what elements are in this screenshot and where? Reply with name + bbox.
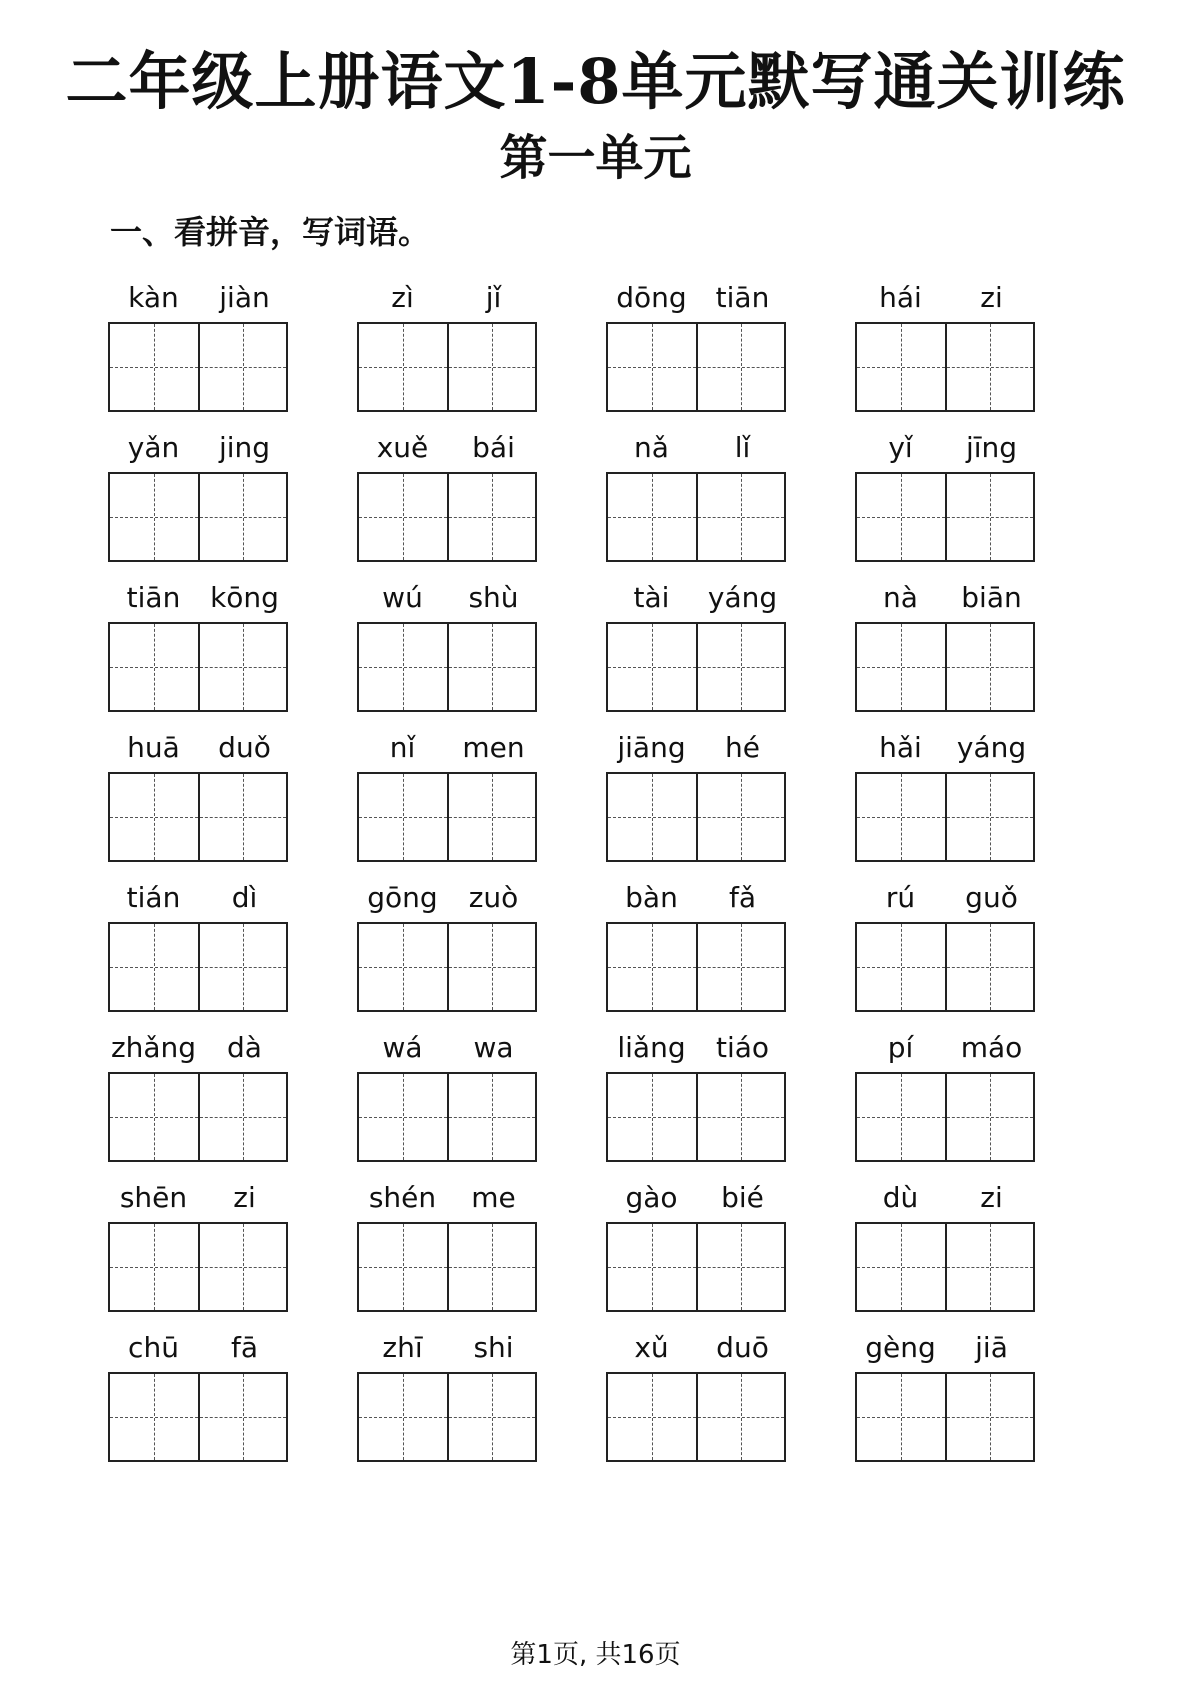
writing-cell[interactable] — [447, 1074, 535, 1160]
word-item — [108, 1028, 290, 1168]
pinyin-syllable: guǒ — [965, 881, 1018, 914]
writing-cell[interactable] — [608, 1224, 696, 1310]
writing-cell[interactable] — [198, 1374, 286, 1460]
pinyin-syllable: nǎ — [634, 431, 669, 464]
pinyin-syllable: dà — [227, 1031, 262, 1064]
pinyin-syllable: dōng — [616, 281, 687, 314]
writing-cell[interactable] — [110, 1374, 198, 1460]
pinyin-syllable: wa — [473, 1031, 514, 1064]
tianzige-boxes — [357, 922, 537, 1012]
pinyin-line — [108, 1028, 290, 1068]
writing-cell[interactable] — [945, 924, 1033, 1010]
writing-cell[interactable] — [608, 1074, 696, 1160]
word-item — [606, 428, 788, 568]
writing-cell[interactable] — [447, 774, 535, 860]
tianzige-boxes — [108, 922, 288, 1012]
writing-cell[interactable] — [857, 924, 945, 1010]
word-item — [108, 878, 290, 1018]
word-item — [108, 728, 290, 868]
word-item — [606, 278, 788, 418]
pinyin-syllable: shù — [468, 581, 519, 614]
pinyin-line — [357, 1028, 539, 1068]
pinyin-syllable: zuò — [468, 881, 519, 914]
tianzige-boxes — [855, 772, 1035, 862]
pinyin-line — [606, 428, 788, 468]
writing-cell[interactable] — [359, 924, 447, 1010]
writing-cell[interactable] — [447, 924, 535, 1010]
writing-cell[interactable] — [198, 624, 286, 710]
writing-cell[interactable] — [198, 1074, 286, 1160]
word-item — [606, 1328, 788, 1468]
pinyin-line — [108, 428, 290, 468]
pinyin-line — [855, 1028, 1037, 1068]
pinyin-syllable: jiā — [975, 1331, 1008, 1364]
tianzige-boxes — [855, 472, 1035, 562]
writing-cell[interactable] — [359, 324, 447, 410]
writing-cell[interactable] — [857, 1224, 945, 1310]
pinyin-syllable: men — [462, 731, 525, 764]
pinyin-syllable: biān — [961, 581, 1022, 614]
pinyin-line — [357, 1178, 539, 1218]
pinyin-syllable: shi — [473, 1331, 514, 1364]
page-title: 二年级上册语文1-8单元默写通关训练 — [65, 45, 1126, 118]
pinyin-syllable: yáng — [707, 581, 778, 614]
pinyin-syllable: zhǎng — [110, 1031, 197, 1064]
writing-cell[interactable] — [110, 324, 198, 410]
pinyin-syllable: tài — [633, 581, 670, 614]
tianzige-boxes — [357, 322, 537, 412]
pinyin-syllable: xǔ — [634, 1331, 669, 1364]
pinyin-line — [606, 1328, 788, 1368]
word-item — [357, 1178, 539, 1318]
tianzige-boxes — [108, 1072, 288, 1162]
pinyin-syllable: fā — [230, 1331, 258, 1364]
writing-cell[interactable] — [696, 624, 784, 710]
pinyin-syllable: hé — [725, 731, 760, 764]
writing-cell[interactable] — [608, 1374, 696, 1460]
pinyin-syllable: bié — [721, 1181, 764, 1214]
pinyin-line — [108, 878, 290, 918]
writing-cell[interactable] — [110, 1074, 198, 1160]
pinyin-syllable: dù — [882, 1181, 919, 1214]
writing-cell[interactable] — [447, 324, 535, 410]
pinyin-line — [108, 578, 290, 618]
pinyin-syllable: zi — [980, 281, 1003, 314]
writing-cell[interactable] — [696, 1074, 784, 1160]
pinyin-syllable: kōng — [210, 581, 279, 614]
tianzige-boxes — [855, 1372, 1035, 1462]
writing-cell[interactable] — [857, 324, 945, 410]
tianzige-boxes — [855, 622, 1035, 712]
pinyin-syllable: huā — [127, 731, 180, 764]
writing-cell[interactable] — [608, 774, 696, 860]
unit-title: 第一单元 — [499, 130, 692, 186]
pinyin-syllable: jīng — [965, 431, 1018, 464]
tianzige-boxes — [606, 1072, 786, 1162]
writing-cell[interactable] — [857, 624, 945, 710]
tianzige-boxes — [357, 772, 537, 862]
word-item — [606, 578, 788, 718]
writing-cell[interactable] — [447, 474, 535, 560]
writing-cell[interactable] — [945, 624, 1033, 710]
word-item — [357, 728, 539, 868]
writing-cell[interactable] — [608, 324, 696, 410]
writing-cell[interactable] — [857, 774, 945, 860]
writing-cell[interactable] — [696, 774, 784, 860]
word-row — [108, 1178, 1098, 1328]
tianzige-boxes — [357, 472, 537, 562]
word-row — [108, 728, 1098, 878]
pinyin-syllable: máo — [960, 1031, 1023, 1064]
pinyin-syllable: bái — [472, 431, 515, 464]
tianzige-boxes — [357, 622, 537, 712]
writing-cell[interactable] — [110, 624, 198, 710]
word-row — [108, 1328, 1098, 1478]
pinyin-line — [855, 578, 1037, 618]
pinyin-syllable: liǎng — [617, 1031, 686, 1064]
pinyin-syllable: bàn — [625, 881, 678, 914]
writing-cell[interactable] — [857, 1074, 945, 1160]
writing-cell[interactable] — [359, 624, 447, 710]
writing-cell[interactable] — [359, 774, 447, 860]
pinyin-syllable: zì — [391, 281, 414, 314]
word-item — [855, 1028, 1037, 1168]
pinyin-line — [357, 728, 539, 768]
pinyin-syllable: kàn — [128, 281, 179, 314]
pinyin-syllable: nà — [883, 581, 918, 614]
pinyin-syllable: zhī — [382, 1331, 423, 1364]
word-item — [606, 1178, 788, 1318]
pinyin-line — [357, 278, 539, 318]
tianzige-boxes — [855, 1222, 1035, 1312]
writing-cell[interactable] — [198, 924, 286, 1010]
writing-cell[interactable] — [945, 774, 1033, 860]
pinyin-syllable: wú — [382, 581, 423, 614]
word-item — [606, 878, 788, 1018]
writing-cell[interactable] — [198, 474, 286, 560]
pinyin-syllable: jing — [218, 431, 271, 464]
pinyin-line — [606, 1028, 788, 1068]
pinyin-syllable: jiāng — [617, 731, 686, 764]
pinyin-line — [855, 428, 1037, 468]
writing-cell[interactable] — [359, 1074, 447, 1160]
pinyin-line — [606, 878, 788, 918]
writing-cell[interactable] — [945, 1224, 1033, 1310]
pinyin-syllable: tiáo — [715, 1031, 770, 1064]
word-item — [855, 878, 1037, 1018]
pinyin-syllable: lǐ — [734, 431, 751, 464]
pinyin-syllable: nǐ — [389, 731, 416, 764]
pinyin-syllable: yáng — [956, 731, 1027, 764]
writing-cell[interactable] — [696, 474, 784, 560]
pinyin-syllable: rú — [885, 881, 916, 914]
pinyin-syllable: gōng — [367, 881, 438, 914]
pinyin-syllable: shén — [368, 1181, 437, 1214]
pinyin-syllable: tián — [126, 881, 181, 914]
section-heading: 一、看拼音，写词语。 — [110, 213, 431, 251]
word-item — [108, 1178, 290, 1318]
pinyin-line — [108, 1178, 290, 1218]
pinyin-syllable: xuě — [376, 431, 429, 464]
tianzige-boxes — [855, 1072, 1035, 1162]
word-row — [108, 428, 1098, 578]
tianzige-boxes — [606, 622, 786, 712]
tianzige-boxes — [606, 322, 786, 412]
pinyin-syllable: shēn — [119, 1181, 188, 1214]
tianzige-boxes — [357, 1222, 537, 1312]
writing-cell[interactable] — [198, 1224, 286, 1310]
tianzige-boxes — [855, 322, 1035, 412]
pinyin-line — [606, 278, 788, 318]
writing-cell[interactable] — [696, 324, 784, 410]
writing-cell[interactable] — [696, 1224, 784, 1310]
pinyin-line — [855, 278, 1037, 318]
pinyin-line — [357, 428, 539, 468]
pinyin-syllable: chū — [128, 1331, 179, 1364]
writing-cell[interactable] — [608, 924, 696, 1010]
writing-cell[interactable] — [945, 1074, 1033, 1160]
word-item — [606, 728, 788, 868]
pinyin-syllable: zi — [980, 1181, 1003, 1214]
writing-cell[interactable] — [198, 324, 286, 410]
tianzige-boxes — [606, 472, 786, 562]
pinyin-syllable: yǎn — [127, 431, 180, 464]
tianzige-boxes — [108, 622, 288, 712]
writing-cell[interactable] — [359, 1224, 447, 1310]
pinyin-syllable: tiān — [715, 281, 770, 314]
word-item — [855, 1328, 1037, 1468]
writing-cell[interactable] — [945, 1374, 1033, 1460]
writing-cell[interactable] — [359, 474, 447, 560]
word-row — [108, 578, 1098, 728]
pinyin-line — [108, 728, 290, 768]
tianzige-boxes — [108, 472, 288, 562]
pinyin-line — [606, 728, 788, 768]
word-item — [855, 1178, 1037, 1318]
writing-cell[interactable] — [359, 1374, 447, 1460]
pinyin-syllable: jǐ — [485, 281, 502, 314]
pinyin-syllable: hái — [879, 281, 922, 314]
pinyin-syllable: zi — [233, 1181, 256, 1214]
pinyin-line — [855, 1328, 1037, 1368]
tianzige-boxes — [357, 1072, 537, 1162]
writing-cell[interactable] — [110, 1224, 198, 1310]
tianzige-boxes — [357, 1372, 537, 1462]
pinyin-syllable: dì — [231, 881, 258, 914]
pinyin-line — [855, 878, 1037, 918]
writing-cell[interactable] — [447, 624, 535, 710]
writing-cell[interactable] — [198, 774, 286, 860]
writing-cell[interactable] — [447, 1374, 535, 1460]
tianzige-boxes — [108, 322, 288, 412]
pinyin-syllable: hǎi — [879, 731, 922, 764]
pinyin-syllable: wá — [382, 1031, 423, 1064]
pinyin-syllable: fǎ — [728, 881, 756, 914]
pinyin-line — [108, 278, 290, 318]
pinyin-line — [606, 578, 788, 618]
writing-cell[interactable] — [857, 1374, 945, 1460]
writing-cell[interactable] — [110, 474, 198, 560]
word-item — [855, 278, 1037, 418]
pinyin-syllable: pí — [887, 1031, 914, 1064]
writing-cell[interactable] — [857, 474, 945, 560]
tianzige-boxes — [606, 1372, 786, 1462]
word-item — [357, 278, 539, 418]
writing-cell[interactable] — [945, 324, 1033, 410]
tianzige-boxes — [108, 1372, 288, 1462]
pinyin-line — [357, 878, 539, 918]
writing-cell[interactable] — [110, 924, 198, 1010]
word-item — [606, 1028, 788, 1168]
tianzige-boxes — [108, 772, 288, 862]
pinyin-line — [357, 1328, 539, 1368]
tianzige-boxes — [855, 922, 1035, 1012]
word-item — [108, 578, 290, 718]
writing-cell[interactable] — [696, 924, 784, 1010]
tianzige-boxes — [606, 772, 786, 862]
word-item — [357, 1328, 539, 1468]
writing-cell[interactable] — [696, 1374, 784, 1460]
pinyin-syllable: tiān — [126, 581, 181, 614]
word-item — [855, 428, 1037, 568]
word-item — [108, 428, 290, 568]
pinyin-syllable: jiàn — [219, 281, 270, 314]
writing-cell[interactable] — [608, 624, 696, 710]
word-item — [357, 878, 539, 1018]
pinyin-syllable: gèng — [865, 1331, 936, 1364]
page-footer: 第1页, 共16页 — [510, 1640, 681, 1670]
writing-cell[interactable] — [110, 774, 198, 860]
pinyin-line — [108, 1328, 290, 1368]
tianzige-boxes — [606, 1222, 786, 1312]
word-row — [108, 878, 1098, 1028]
word-item — [108, 1328, 290, 1468]
writing-cell[interactable] — [608, 474, 696, 560]
writing-cell[interactable] — [945, 474, 1033, 560]
pinyin-syllable: gào — [625, 1181, 678, 1214]
word-row — [108, 278, 1098, 428]
pinyin-line — [855, 728, 1037, 768]
pinyin-line — [606, 1178, 788, 1218]
pinyin-line — [357, 578, 539, 618]
writing-cell[interactable] — [447, 1224, 535, 1310]
tianzige-boxes — [606, 922, 786, 1012]
word-item — [357, 428, 539, 568]
word-item — [855, 728, 1037, 868]
word-item — [357, 578, 539, 718]
tianzige-boxes — [108, 1222, 288, 1312]
word-item — [357, 1028, 539, 1168]
word-item — [108, 278, 290, 418]
pinyin-syllable: duō — [716, 1331, 769, 1364]
pinyin-syllable: yǐ — [888, 431, 913, 464]
pinyin-syllable: duǒ — [218, 731, 271, 764]
word-row — [108, 1028, 1098, 1178]
pinyin-syllable: me — [471, 1181, 516, 1214]
pinyin-line — [855, 1178, 1037, 1218]
word-item — [855, 578, 1037, 718]
